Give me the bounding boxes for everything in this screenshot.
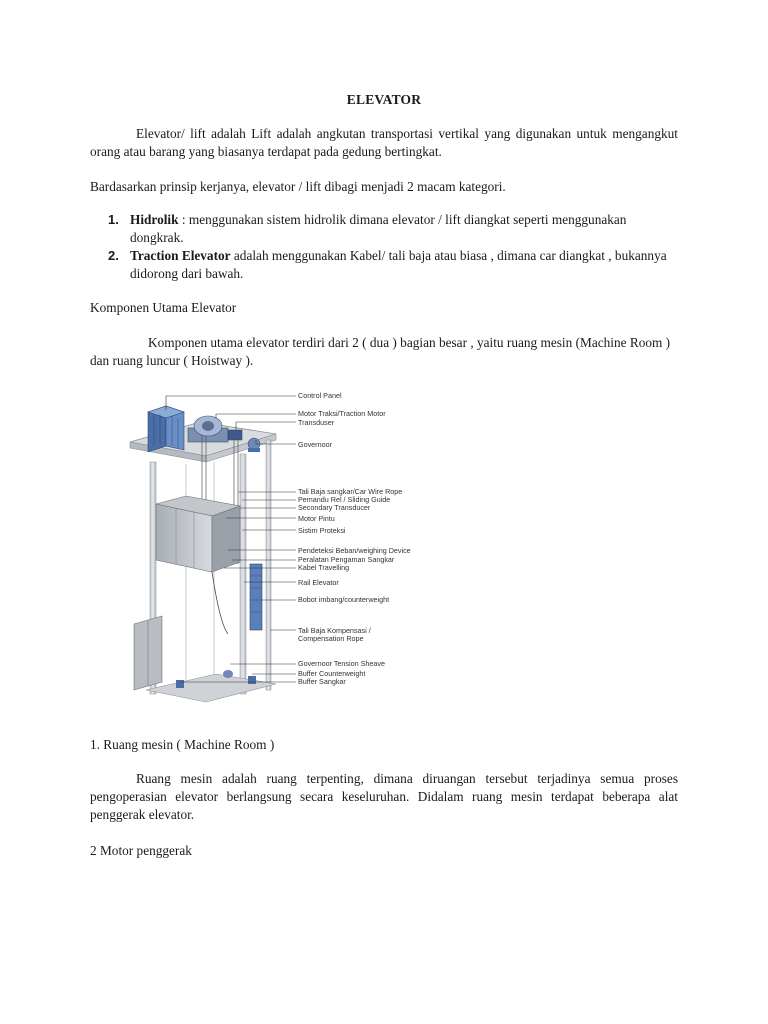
subsection-1-heading: 1. Ruang mesin ( Machine Room ) [90,737,275,752]
category-list [90,211,678,283]
diagram-label: Rail Elevator [298,578,339,587]
section-heading: Komponen Utama Elevator [90,300,237,315]
categories-intro: Bardasarkan prinsip kerjanya, elevator / lift dibagi menjadi 2 macam kategori. [90,179,506,194]
pit-base-graphic [146,670,276,702]
components-paragraph: Komponen utama elevator terdiri dari 2 ( dua ) bagian besar , yaitu ruang mesin (Machine Room ) dan ruang luncur ( Hoistway ). [90,335,671,368]
list-term: Hidrolik [130,212,179,227]
diagram-label: Bobot imbang/counterweight [298,595,390,604]
control-panel-graphic [148,406,184,452]
diagram-label: Secondary Transducer [298,503,371,512]
subsection-1-paragraph: Ruang mesin adalah ruang terpenting, dimana diruangan tersebut terjadinya semua proses pengoperasian elevator berlangsung secara keseluruhan. Didalam ruang mesin terdapat beberapa alat penggerak elevator. [90,771,678,822]
elevator-car-graphic [156,496,240,634]
landing-door-graphic [134,616,162,690]
diagram-label: Kabel Travelling [298,563,350,572]
diagram-label: Peralatan Pengaman Sangkar [298,555,395,564]
document-title: ELEVATOR [346,92,422,107]
governor-graphic [248,438,260,452]
diagram-label: Compensation Rope [298,634,364,643]
diagram-label: Control Panel [298,391,342,400]
list-item [90,211,670,247]
diagram-label: Motor Pintu [298,514,335,523]
list-number: 1. [108,212,119,227]
diagram-label: Buffer Sangkar [298,677,346,686]
diagram-label: Motor Traksi/Traction Motor [298,409,386,418]
document-page [90,0,678,1024]
diagram-label: Tali Baja Kompensasi / [298,626,371,635]
counterweight-graphic [250,564,262,630]
list-number: 2. [108,248,119,263]
intro-paragraph: Elevator/ lift adalah Lift adalah angkutan transportasi vertikal yang digunakan untuk mengangkut orang atau barang yang biasanya terdapat pada gedung bertingkat. [90,126,678,159]
diagram-label: Pendeteksi Beban/weighing Device [298,546,411,555]
diagram-label: Transduser [298,418,335,427]
diagram-label: Governoor Tension Sheave [298,659,385,668]
diagram-label: Sistim Proteksi [298,526,346,535]
list-item [90,247,670,283]
list-term: Traction Elevator [130,248,231,263]
subsection-2-heading: 2 Motor penggerak [90,843,192,858]
list-text: : menggunakan sistem hidrolik dimana elevator / lift diangkat seperti menggunakan dongkrak. [130,212,627,245]
diagram-label: Governoor [298,440,332,449]
diagram-label: Tali Baja sangkar/Car Wire Rope [298,487,403,496]
diagram-label: Buffer Counterweight [298,669,366,678]
diagram-label: Pemandu Rel / Sliding Guide [298,495,391,504]
elevator-diagram [116,384,510,710]
list-text: adalah menggunakan Kabel/ tali baja atau biasa , dimana car diangkat , bukannya didorong dari bawah. [130,248,667,281]
